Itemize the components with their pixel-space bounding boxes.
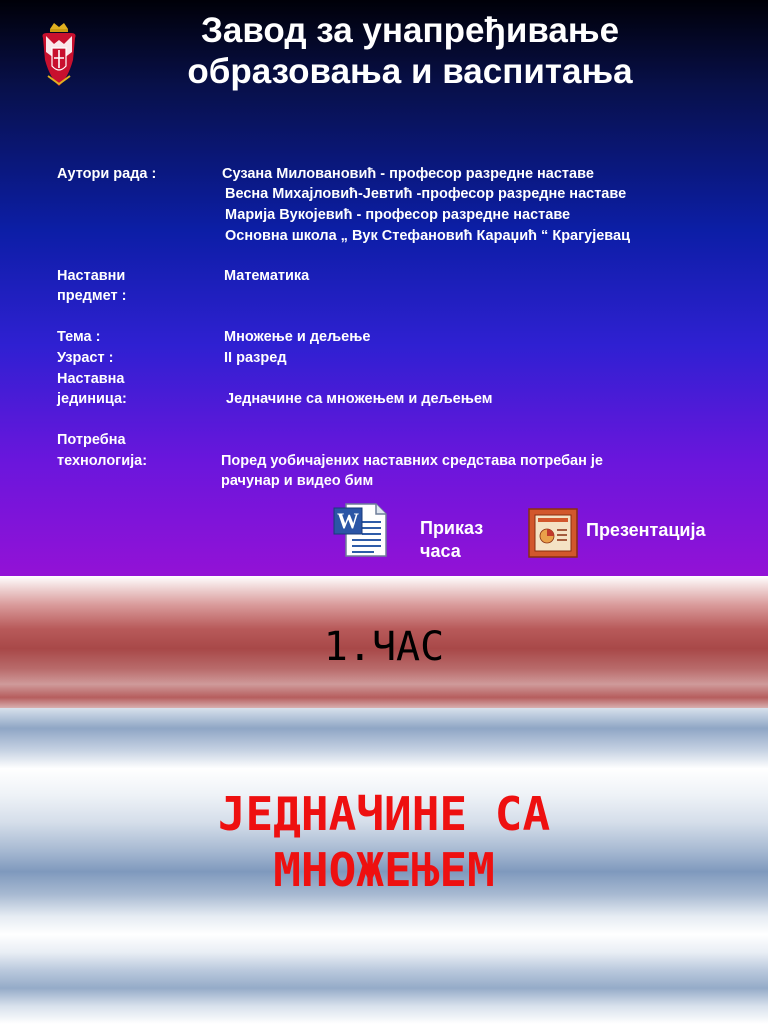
lesson-overview-link[interactable] (420, 517, 483, 563)
unit-label-2: јединица: (57, 391, 127, 407)
school-name: Основна школа „ Вук Стефановић Караџић “ Крагујевац (225, 228, 631, 244)
technology-value-1: Поред уобичајених наставних средстава потребан је (221, 453, 603, 469)
page-title (110, 10, 710, 92)
age-label: Узраст : (57, 350, 114, 366)
technology-label-2: технологија: (57, 453, 148, 469)
title-line-2: образовања и васпитања (187, 52, 633, 91)
lesson-heading-line-1: ЈЕДНАЧИНЕ СА (217, 787, 551, 841)
technology-value-2: рачунар и видео бим (221, 473, 374, 489)
subject-label-2: предмет : (57, 288, 127, 304)
presentation-link[interactable]: Презентација (586, 520, 706, 540)
title-line-1: Завод за унапређивање (200, 11, 620, 50)
unit-label-1: Наставна (57, 371, 125, 387)
lesson-heading-line-2: МНОЖЕЊЕМ (273, 843, 495, 897)
svg-text:W: W (337, 508, 359, 533)
age-value: II разред (224, 350, 287, 366)
subject-value: Математика (224, 268, 310, 284)
subject-label-1: Наставни (57, 268, 126, 284)
author-2: Весна Михајловић-Јевтић -професор разредне наставе (225, 186, 627, 202)
word-document-icon[interactable] (332, 500, 390, 558)
lesson-overview-link-line-1[interactable]: Приказ (420, 518, 484, 538)
topic-label: Тема : (57, 329, 101, 345)
lesson-overview-link-line-2[interactable]: часа (420, 541, 461, 561)
topic-value: Множење и дељење (224, 329, 371, 345)
serbia-coat-of-arms-icon (40, 20, 78, 88)
lesson-number: 1.ЧАС (323, 624, 445, 670)
author-1: Сузана Миловановић - професор разредне наставе (222, 166, 594, 182)
powerpoint-presentation-icon[interactable] (528, 508, 578, 558)
author-3: Марија Вукојевић - професор разредне наставе (225, 207, 571, 223)
unit-value: Једначине са множењем и дељењем (226, 391, 493, 407)
authors-label: Аутори рада : (57, 166, 157, 182)
technology-label-1: Потребна (57, 432, 126, 448)
lesson-heading (0, 786, 768, 898)
lesson-title-slide (0, 576, 768, 1024)
